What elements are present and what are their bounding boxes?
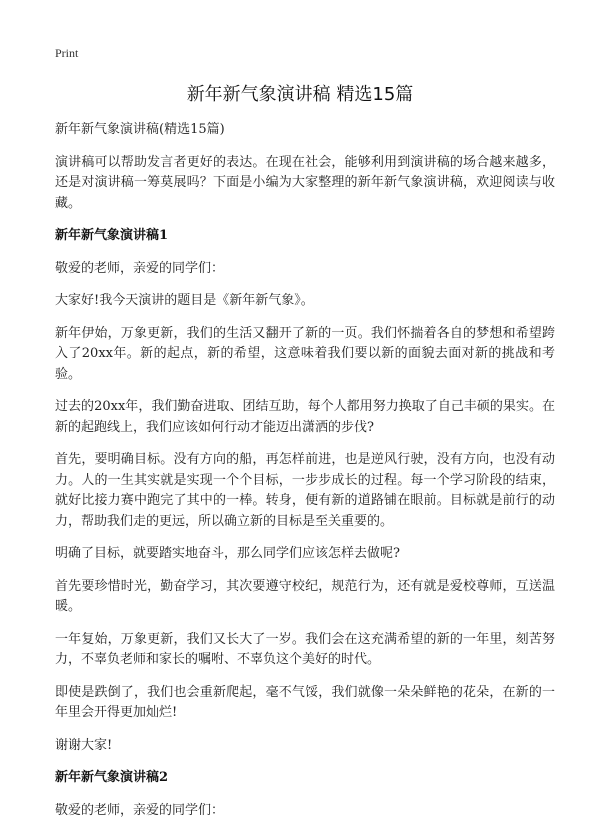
document-body: [55, 120, 555, 833]
paragraph: 首先要珍惜时光，勤奋学习，其次要遵守校纪，规范行为，还有就是爱校尊师，互送温暖。: [55, 578, 555, 614]
paragraph: 即使是跌倒了，我们也会重新爬起，毫不气馁，我们就像一朵朵鲜艳的花朵，在新的一年里会开得更加灿烂!: [55, 684, 555, 720]
paragraph: 明确了目标，就要踏实地奋斗，那么同学们应该怎样去做呢?: [55, 546, 400, 561]
paragraph: 大家好!我今天演讲的题目是《新年新气象》。: [55, 293, 314, 308]
section-1-heading: 新年新气象演讲稿1: [55, 228, 169, 243]
print-label[interactable]: Print: [55, 46, 79, 60]
document-title: 新年新气象演讲稿 精选15篇: [186, 84, 414, 105]
intro-paragraph: 演讲稿可以帮助发言者更好的表达。在现在社会，能够利用到演讲稿的场合越来越多，还是对演讲稿一筹莫展吗？下面是小编为大家整理的新年新气象演讲稿，欢迎阅读与收藏。: [55, 154, 555, 211]
section-1-greeting: 敬爱的老师，亲爱的同学们：: [55, 260, 225, 276]
closing-paragraph: 谢谢大家!: [55, 737, 113, 753]
section-2-heading: 新年新气象演讲稿2: [55, 770, 169, 785]
paragraph: 首先，要明确目标。没有方向的船，再怎样前进，也是逆风行驶，没有方向，也没有动力。人的一生其实就是实现一个个目标，一步步成长的过程。每一个学习阶段的结束，就好比接力赛中跑完了其中的一棒。转身，便有新的道路铺在眼前。目标就是前行的动力，帮助我们走的更远，所以确立新的目标是至关重要的。: [55, 452, 555, 529]
document-subtitle: 新年新气象演讲稿(精选15篇): [55, 122, 225, 137]
paragraph: 过去的20xx年，我们勤奋进取、团结互助，每个人都用努力换取了自己丰硕的果实。在新的起跑线上，我们应该如何行动才能迈出潇洒的步伐?: [55, 399, 555, 435]
section-2-greeting: 敬爱的老师，亲爱的同学们：: [55, 802, 225, 818]
paragraph: 新年伊始，万象更新，我们的生活又翻开了新的一页。我们怀揣着各自的梦想和希望跨入了20xx年。新的起点，新的希望，这意味着我们要以新的面貌去面对新的挑战和考验。: [55, 325, 555, 382]
paragraph: 一年复始，万象更新，我们又长大了一岁。我们会在这充满希望的新的一年里，刻苦努力，不辜负老师和家长的嘱咐、不辜负这个美好的时代。: [55, 631, 555, 667]
